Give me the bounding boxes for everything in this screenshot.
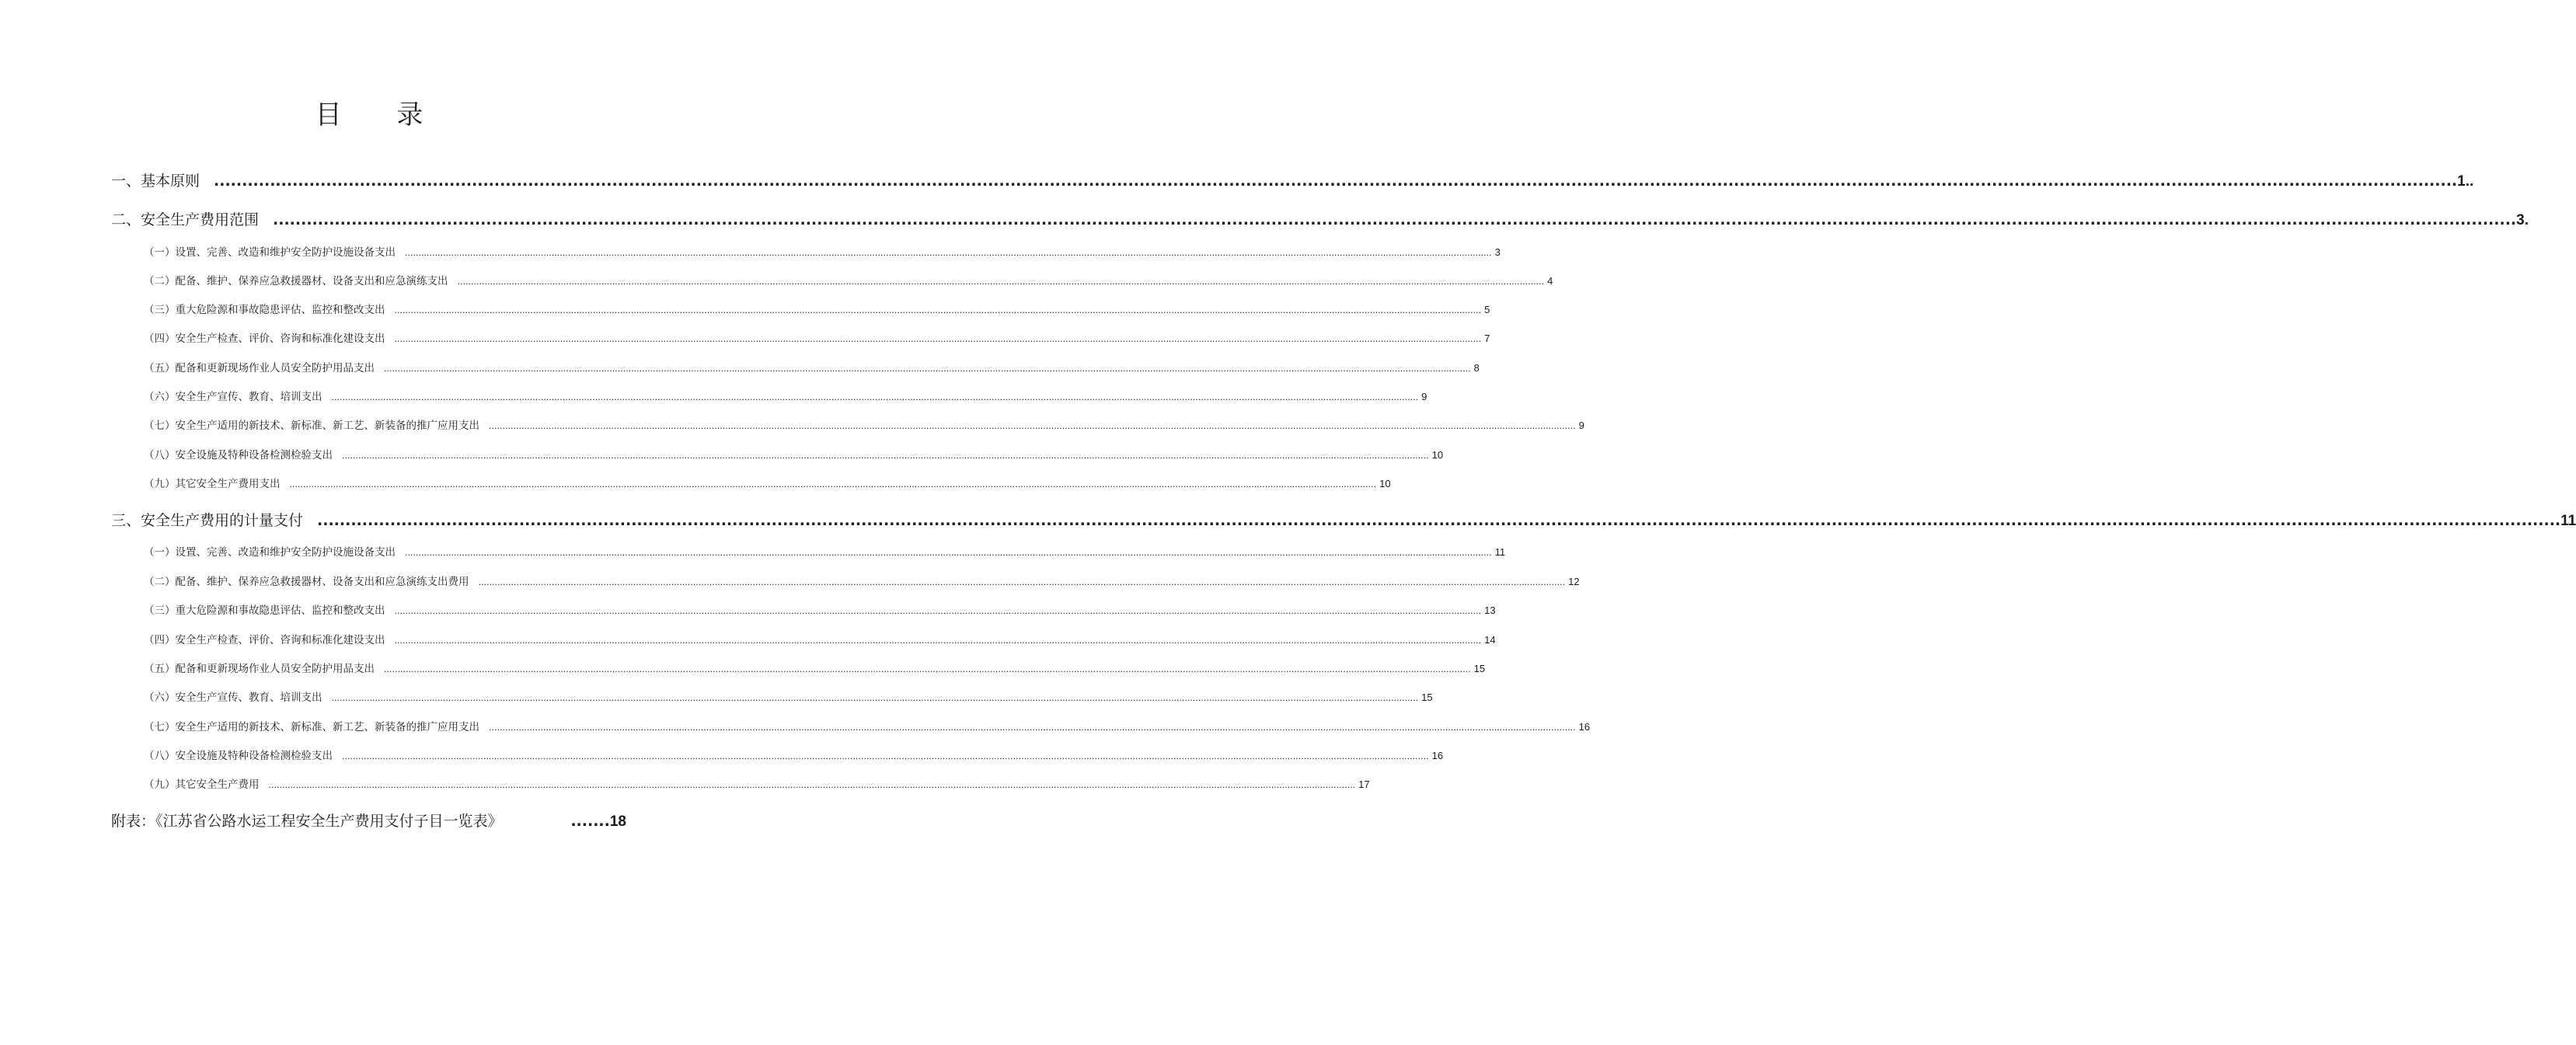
toc-page-number: 11 <box>2560 513 2576 529</box>
toc-dot-leader: ................................................................................................................................................................................................................................................................................................................................................................................................................ <box>478 577 1566 587</box>
toc-dot-leader: ................................................................................................................................................................................................................................................................................................................................................................................................................ <box>489 421 1576 431</box>
toc-subsection[interactable] <box>144 601 1496 617</box>
toc-page-number: 3. <box>2516 212 2529 228</box>
toc-entry-label: （三）重大危险源和事故隐患评估、监控和整改支出 <box>144 304 385 316</box>
toc-entry-label: 附表：《江苏省公路水运工程安全生产费用支付子目一览表》 <box>111 813 503 830</box>
toc-entry-label: （六）安全生产宣传、教育、培训支出 <box>144 391 322 403</box>
toc-entry-label: （八）安全设施及特种设备检测检验支出 <box>144 750 333 762</box>
toc-subsection[interactable] <box>144 446 1444 462</box>
toc-entry-label: （七）安全生产适用的新技术、新标准、新工艺、新装备的推广应用支出 <box>144 721 479 733</box>
toc-subsection[interactable] <box>144 388 1427 403</box>
toc-dot-leader: ................................................................................................................................................................................................................................................................................................................................................................................................................ <box>214 172 2458 190</box>
toc-dot-leader: ....... <box>570 813 610 830</box>
toc-subsection[interactable] <box>144 475 1391 490</box>
toc-page-number: 10 <box>1431 449 1444 461</box>
toc-dot-leader: ................................................................................................................................................................................................................................................................................................................................................................................................................ <box>405 248 1492 258</box>
toc-page-number: 15 <box>1473 663 1486 674</box>
toc-page-number: 8 <box>1473 362 1480 374</box>
toc-page-number: 4 <box>1547 275 1553 287</box>
toc-entry-label: （九）其它安全生产费用 <box>144 779 260 791</box>
toc-dot-leader: ................................................................................................................................................................................................................................................................................................................................................................................................................ <box>394 305 1482 315</box>
toc-subsection[interactable] <box>144 301 1490 316</box>
toc-dot-leader: ................................................................................................................................................................................................................................................................................................................................................................................................................ <box>384 664 1471 674</box>
toc-page-number: 13 <box>1484 604 1496 616</box>
toc-entry-label: 一、基本原则 <box>111 172 200 190</box>
toc-subsection[interactable] <box>144 660 1486 675</box>
toc-page-number: 5 <box>1484 304 1490 315</box>
toc-appendix[interactable] <box>111 810 626 831</box>
toc-subsection[interactable] <box>144 329 1490 345</box>
toc-subsection[interactable] <box>144 573 1580 588</box>
toc-subsection[interactable] <box>144 359 1480 374</box>
toc-subsection[interactable] <box>144 416 1584 432</box>
toc-page-number: 17 <box>1358 779 1370 790</box>
toc-dot-leader: ................................................................................................................................................................................................................................................................................................................................................................................................................ <box>331 392 1419 402</box>
toc-page-number: 12 <box>1568 576 1580 587</box>
toc-subsection[interactable] <box>144 688 1433 704</box>
toc-entry-label: （四）安全生产检查、评价、咨询和标准化建设支出 <box>144 333 385 345</box>
toc-subsection[interactable] <box>144 775 1370 791</box>
toc-dot-leader: ................................................................................................................................................................................................................................................................................................................................................................................................................ <box>317 512 2561 529</box>
toc-dot-leader: ................................................................................................................................................................................................................................................................................................................................................................................................................ <box>289 479 1377 489</box>
toc-dot-leader: ................................................................................................................................................................................................................................................................................................................................................................................................................ <box>489 723 1576 733</box>
toc-entry-label: 三、安全生产费用的计量支付 <box>111 512 304 529</box>
toc-entry-label: （二）配备、维护、保养应急救援器材、设备支出和应急演练支出费用 <box>144 576 469 588</box>
toc-entry-label: （九）其它安全生产费用支出 <box>144 478 281 490</box>
toc-subsection[interactable] <box>144 272 1553 287</box>
toc-page-number: 9 <box>1578 420 1584 431</box>
toc-dot-leader: ................................................................................................................................................................................................................................................................................................................................................................................................................ <box>457 277 1545 287</box>
toc-entry-label: 二、安全生产费用范围 <box>111 211 260 228</box>
toc-dot-leader: ................................................................................................................................................................................................................................................................................................................................................................................................................ <box>384 364 1471 374</box>
toc-entry-label: （二）配备、维护、保养应急救援器材、设备支出和应急演练支出 <box>144 275 448 287</box>
toc-entry-label: （五）配备和更新现场作业人员安全防护用品支出 <box>144 362 375 374</box>
toc-entry-label: （七）安全生产适用的新技术、新标准、新工艺、新装备的推广应用支出 <box>144 420 479 432</box>
toc-entry-label: （一）设置、完善、改造和维护安全防护设施设备支出 <box>144 246 396 259</box>
toc-entry-label: （四）安全生产检查、评价、咨询和标准化建设支出 <box>144 634 385 646</box>
toc-section-1[interactable] <box>111 169 2474 190</box>
toc-entry-label: （八）安全设施及特种设备检测检验支出 <box>144 449 333 462</box>
toc-dot-leader: ................................................................................................................................................................................................................................................................................................................................................................................................................ <box>342 451 1429 461</box>
toc-page-number: 14 <box>1484 634 1496 646</box>
toc-page-number: 7 <box>1484 333 1490 344</box>
toc-dot-leader: ................................................................................................................................................................................................................................................................................................................................................................................................................ <box>394 606 1482 616</box>
toc-entry-label: （三）重大危险源和事故隐患评估、监控和整改支出 <box>144 604 385 617</box>
toc-subsection[interactable] <box>144 718 1591 733</box>
toc-subsection[interactable] <box>144 543 1506 559</box>
toc-dot-leader: ................................................................................................................................................................................................................................................................................................................................................................................................................ <box>405 548 1492 558</box>
toc-dot-leader: ................................................................................................................................................................................................................................................................................................................................................................................................................ <box>342 751 1429 761</box>
toc-page-number: 9 <box>1421 391 1427 402</box>
toc-section-2[interactable] <box>111 208 2529 229</box>
page-title: 目 录 <box>315 99 447 131</box>
toc-subsection[interactable] <box>144 747 1444 762</box>
toc-entry-label: （一）设置、完善、改造和维护安全防护设施设备支出 <box>144 546 396 559</box>
toc-dot-leader: ................................................................................................................................................................................................................................................................................................................................................................................................................ <box>394 334 1482 344</box>
toc-dot-leader: ................................................................................................................................................................................................................................................................................................................................................................................................................ <box>331 693 1419 703</box>
toc-page-number: 1.. <box>2457 173 2474 190</box>
toc-page-number: 16 <box>1431 750 1444 761</box>
toc-dot-leader: ................................................................................................................................................................................................................................................................................................................................................................................................................ <box>273 211 2517 228</box>
toc-entry-label: （六）安全生产宣传、教育、培训支出 <box>144 691 322 704</box>
toc-page-number: 18 <box>609 813 626 830</box>
toc-subsection[interactable] <box>144 631 1496 646</box>
toc-page-number: 3 <box>1494 246 1501 258</box>
toc-entry-label: （五）配备和更新现场作业人员安全防护用品支出 <box>144 663 375 675</box>
toc-dot-leader: ................................................................................................................................................................................................................................................................................................................................................................................................................ <box>268 780 1356 790</box>
toc-dot-leader: ................................................................................................................................................................................................................................................................................................................................................................................................................ <box>394 636 1482 646</box>
toc-page-number: 11 <box>1494 546 1506 558</box>
toc-page-number: 15 <box>1421 691 1433 703</box>
toc-page-number: 16 <box>1578 721 1591 733</box>
toc-section-3[interactable] <box>111 509 2576 530</box>
toc-page-number: 10 <box>1379 478 1391 489</box>
toc-subsection[interactable] <box>144 243 1501 259</box>
